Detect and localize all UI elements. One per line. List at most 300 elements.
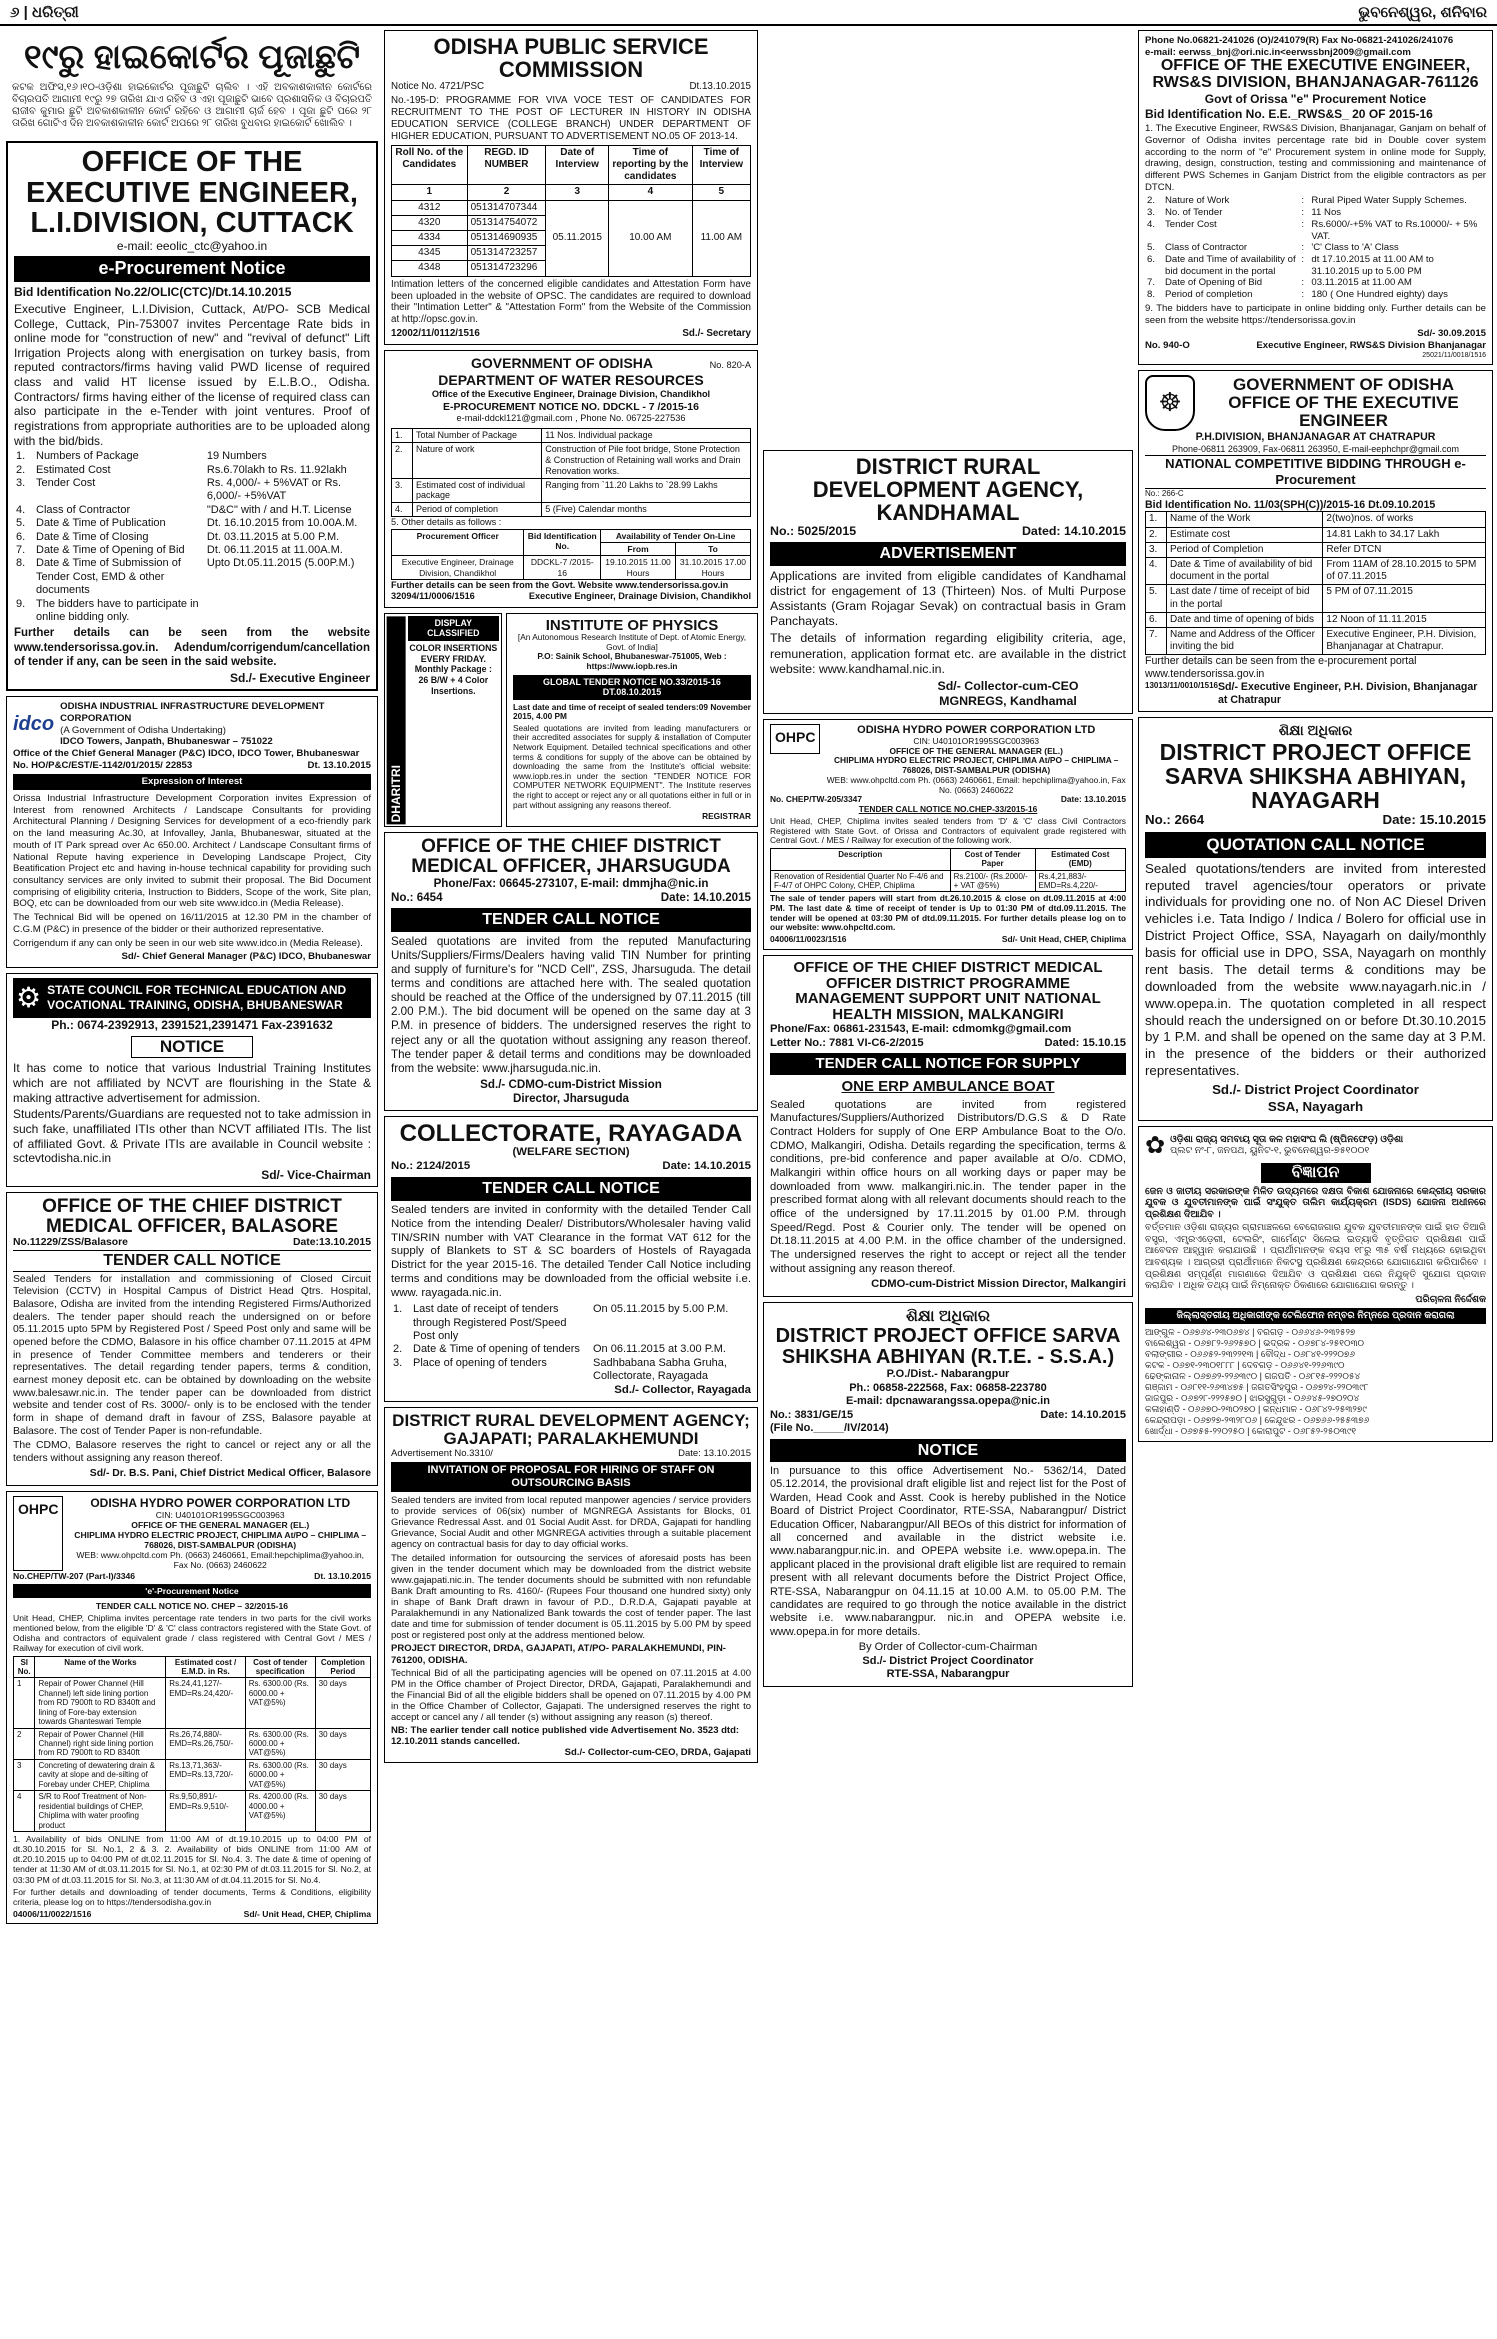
works-table (770, 848, 1126, 892)
list-item: ବଲାଙ୍ଗୀର - ୦୬୬୫୨-୨୩୨୨୧୩ | ବୌଦ୍ଧ - ୦୬୮୪୧-୨୨୨୦୭୬ (1145, 1348, 1355, 1359)
ref-no: Advertisement No.3310/ (391, 1448, 493, 1460)
notice-body: Applications are invited from eligible candidates of Kandhamal district for engagement of 13 (Thirteen) Nos. of Multi Purpose Assistants (Gram Rojagar Sevak) on contractual basis in Gram Panchayats. (770, 568, 1126, 629)
notice-body-2: The details of information regarding eligibility criteria, age, remuneration, application format etc. are available in the district website: www.kandhamal.nic.in. (770, 631, 1126, 676)
table-cell: 2. (1146, 527, 1167, 542)
table-cell: Rs. 6300.00 (Rs. 6000.00 + VAT@5%) (245, 1728, 315, 1759)
table-row (14, 517, 370, 530)
notice-sub: P.H.DIVISION, BHANJANAGAR AT CHATRAPUR (1195, 431, 1436, 444)
table-cell: 2. (16, 463, 26, 476)
table-header: Date of Interview (546, 145, 609, 185)
table-cell: Date & Time of Submission of Tender Cost, EMD & other documents (36, 557, 181, 597)
table-header: REGD. ID NUMBER (467, 145, 546, 185)
notice-banner: NOTICE (131, 1036, 253, 1059)
column-1 (6, 30, 378, 2339)
signature: Sd./- Secretary (682, 328, 751, 340)
table-cell: 4 (14, 1791, 35, 1832)
table-row (14, 464, 370, 477)
table-cell: Rs.2100/- (Rs.2000/- + VAT @5%) (950, 870, 1035, 892)
column-3-spacer (763, 30, 1133, 450)
bid-table (391, 529, 751, 580)
org-address: CHIPLIMA HYDRO ELECTRIC PROJECT, CHIPLIMA At/PO – CHIPLIMA – 768026, DIST-SAMBALPUR (ODISHA) (74, 1529, 367, 1551)
table-row (391, 1357, 751, 1384)
table-cell: 4312 (392, 200, 468, 215)
signature: Sd./- Executive Engineer (229, 670, 370, 685)
ohpc-notice-2 (763, 719, 1133, 950)
table-row (1146, 557, 1486, 584)
table-cell: 8. (1147, 289, 1156, 301)
news-headline: ୧୯ରୁ ହାଇକୋର୍ଟର ପୂଜାଛୁଟି (23, 38, 361, 76)
masthead-date: ଭୁବନେଶ୍ୱର, ଶନିବାର (1358, 3, 1487, 21)
table-header: 3 (546, 185, 609, 200)
notice-banner: TENDER CALL NOTICE (391, 908, 751, 932)
org-phone: Ph.: 06858-222568, Fax: 06858-223780 (849, 1381, 1047, 1394)
notice-body-2: 9. The bidders have to participate in online bidding only. Further details can be seen from the website https://tendersorissa.gov.in (1145, 302, 1486, 326)
table-cell: 5 PM of 07.11.2015 (1323, 585, 1486, 612)
notice-body: Sealed tenders are invited from local reputed manpower agencies / service providers to provide services of 06(six) number of MGNREGA Assistants for Blocks, 01 Grievance Redressal Asst. and 01 Social Audit Asst. for DRDA, Gajapati for handling Grievance, Social Audit and other MGNREGA activities through a suitable placement agency on contractual basis for day to day official works. (391, 1494, 751, 1551)
table-header: To (675, 543, 750, 556)
org-address: P.O: Sainik School, Bhubaneswar-751005, Web : https://www.iopb.res.in (537, 651, 727, 672)
table-cell: : (1301, 253, 1305, 265)
table-cell: 051314723296 (467, 261, 546, 276)
notice-sub: (WELFARE SECTION) (512, 1146, 630, 1159)
ref-date: Date:13.10.2015 (293, 1237, 371, 1249)
table-cell: : (1301, 218, 1305, 230)
table-cell: Repair of Power Channel (Hill Channel) left side lining portion from RD 7900ft to RD 8340ft and lining of Fore-bay extension towards Ghanteswari Temple (35, 1678, 166, 1728)
tender-no: TENDER CALL NOTICE NO. CHEP – 32/2015-16 (95, 1600, 289, 1611)
bid-id: Bid Identification No.22/OLIC(CTC)/Dt.14.10.2015 (14, 285, 292, 300)
table-cell: 19.10.2015 11.00 Hours (601, 556, 676, 580)
dharitri-classified (384, 613, 502, 827)
table-cell: 7. (1147, 277, 1156, 289)
table-row (1146, 542, 1486, 557)
table-cell: The bidders have to participate in online bidding only. (36, 597, 199, 624)
signature: Sd/- Unit Head, CHEP, Chiplima (243, 1908, 371, 1919)
table-row (1145, 207, 1486, 219)
table-cell: 4. (392, 503, 413, 517)
brand: ଶିକ୍ଷା ଅଧିକାର (906, 1307, 990, 1325)
table-cell: Class of Contractor (36, 503, 131, 516)
table-header: Cost of Tender Paper (950, 849, 1035, 871)
table-cell: 7. (1146, 627, 1167, 654)
bid-id: Bid Identification No. 11/03(SPH(C))/2015-16 Dt.09.10.2015 (1145, 498, 1436, 511)
govt-line: GOVERNMENT OF ODISHA (471, 355, 654, 372)
notice-banner: TENDER CALL NOTICE (13, 1250, 371, 1272)
table-cell: Dt. 03.11.2015 at 5.00 P.M. (206, 530, 340, 543)
table-cell: 31.10.2015 17.00 Hours (675, 556, 750, 580)
collectorate-rayagada-notice (384, 1116, 758, 1402)
notice-body: Sealed tenders are invited in conformity with the detailed Tender Call Notice from the intending Dealer/ Distributors/Wholesaler having valid TIN/SRIN number with VAT Clearance in the format VAT 612 for the supply of Blankets to ST & SC boarders of Hostels of Rayagada District for the year 2015-16. The detailed Tender Call Notice including terms and conditions may be downloaded from the official website i.e. www. rayagada.nic.in. (391, 1203, 751, 1300)
notice-title: DISTRICT RURAL DEVELOPMENT AGENCY; GAJAPATI; PARALAKHEMUNDI (392, 1411, 750, 1449)
cdmo-jharsuguda-notice (384, 832, 758, 1111)
ref-no: No. 820-A (709, 360, 751, 371)
notice-banner: INVITATION OF PROPOSAL FOR HIRING OF STAFF ON OUTSOURCING BASIS (391, 1462, 751, 1492)
org-address: CHIPLIMA HYDRO ELECTRIC PROJECT, CHIPLIMA At/PO – CHIPLIMA – 768026, DIST-SAMBALPUR (ODISHA) (834, 755, 1119, 776)
ref-no: No.: 2124/2015 (391, 1160, 471, 1173)
emblem-icon: ⚙ (16, 981, 42, 1013)
ref-code: 04006/11/0023/1516 (770, 934, 847, 945)
table-cell: 4334 (392, 231, 468, 246)
signature: Sd/- Vice-Chairman (261, 1167, 371, 1182)
table-cell: Tender Cost (36, 477, 96, 490)
notice-title: GOVERNMENT OF ODISHA OFFICE OF THE EXECUTIVE ENGINEER (1228, 375, 1459, 431)
notice-banner: 'e'-Procurement Notice (13, 1584, 371, 1598)
table-cell: Ranging from `11.20 Lakhs to `28.99 Lakhs (542, 478, 751, 503)
table-row (1146, 585, 1486, 612)
table-cell: 5. (1146, 585, 1167, 612)
signature: Executive Engineer, Drainage Division, Chandikhol (528, 591, 751, 602)
notice-title: DEPARTMENT OF WATER RESOURCES (438, 372, 704, 389)
ref-no: No. CHEP/TW-205/3347 (770, 794, 862, 805)
table-cell: Upto Dt.05.11.2015 (5.00P.M.) (206, 557, 355, 570)
notice-no: E-PROCUREMENT NOTICE NO. DDCKL - 7 /2015-16 (443, 400, 699, 413)
details-table (1145, 195, 1486, 300)
table-cell: 3. (392, 478, 413, 503)
notice-body: No.-195-D: PROGRAMME FOR VIVA VOCE TEST OF CANDIDATES FOR RECRUITMENT TO THE POST OF LECTURER IN HISTORY IN ODISHA EDUCATION SERVICE (COLLEGE BRANCH) UNDER DEPARTMENT OF HIGHER EDUCATION, PURSUANT TO ADVERTISEMENT NO.05 OF 2013-14. (391, 95, 751, 142)
table-cell: Rs. 4,000/- + 5%VAT or Rs. 6,000/- +5%VAT (206, 477, 342, 503)
table-cell: 051314707344 (467, 200, 546, 215)
table-cell: Construction of Pile foot bridge, Stone Protection & Construction of Retaining wall works and Drain Renovation works. (542, 442, 751, 478)
signature: Sd./- Collector, Rayagada (614, 1383, 751, 1396)
idco-notice (6, 696, 378, 968)
masthead (0, 0, 1497, 26)
table-cell: 051314754072 (467, 215, 546, 230)
table-row (392, 529, 751, 542)
table-cell: : (1301, 242, 1305, 254)
table-row (1146, 612, 1486, 627)
table-cell: 1. (392, 428, 413, 442)
file-no: (File No._____/IV/2014) (770, 1422, 889, 1435)
table-row (14, 544, 370, 557)
ref-no: No.: 6454 (391, 890, 443, 904)
table-cell: 4. (1147, 218, 1156, 230)
table-header: 1 (392, 185, 468, 200)
table-cell: 7. (16, 544, 26, 557)
org-name: STATE COUNCIL FOR TECHNICAL EDUCATION AND VOCATIONAL TRAINING, ODISHA, BHUBANESWAR (47, 983, 347, 1012)
signature: Sd/- Dr. B.S. Pani, Chief District Medical Officer, Balasore (89, 1467, 371, 1479)
ref-no: No. HO/P&C/EST/E-1142/01/2015/ 22853 (13, 759, 193, 771)
details-table (14, 450, 370, 624)
table-header: Availability of Tender On-Line (601, 529, 751, 542)
ashoka-emblem-icon: ☸ (1145, 375, 1195, 431)
table-cell: 2(two)nos. of works (1323, 512, 1486, 527)
table-row (14, 1728, 371, 1759)
office-line: Office of the Chief General Manager (P&C) IDCO, IDCO Tower, Bhubaneswar (13, 747, 360, 759)
notice-body: Executive Engineer, L.I.Division, Cuttack, At/PO- SCB Medical College, Cuttack, Pin-753007 invites Percentage Rate bids in online mode for "construction of new" and "revival of defunct" Lift Irrigation Projects along with energisation on turkey basis, from reputed contractors/firms having valid PWD license of required class and valid HT license issued by E.L.B.O., Odisha. Contractors/ firms having either of the license of required class can also participate in the e-Tender with joint ventures. Proof of registrations from appropriate authorities are to be uploaded along with the bid/bids. (14, 301, 370, 448)
table-cell: 3. (393, 1356, 403, 1369)
table-cell: 30 days (315, 1678, 370, 1728)
last-date: Last date and time of receipt of sealed tenders:09 November 2015, 4.00 PM (513, 701, 751, 722)
table-cell: Rs.4,21,883/- EMD=Rs.4,220/- (1035, 870, 1125, 892)
table-cell: 1. (1146, 512, 1167, 527)
org-phone: Phone/Fax: 06645-273107, E-mail: dmmjha@nic.in (433, 876, 709, 890)
ref-no: No.CHEP/TW-207 (Part-I)/3346 (13, 1570, 136, 1581)
notice-footer: Further details can be seen from the e-procurement portal www.tendersorissa.gov.in (1145, 655, 1417, 681)
table-cell: : (1301, 207, 1305, 219)
notice-body-2: Students/Parents/Guardians are requested not to take admission in such fake, unaffiliated ITIs other than NCVT affiliated ITIs. The list of affiliated Govt. & Private ITIs are available in Council website : sctevtodisha.nic.in (13, 1107, 371, 1166)
ref-no: No. 940-O (1145, 339, 1190, 351)
classified-line-3: Monthly Package : (414, 664, 492, 675)
notice-banner: TENDER CALL NOTICE FOR SUPPLY (770, 1053, 1126, 1075)
spinfed-odia-notice (1138, 1126, 1493, 1442)
table-row (392, 556, 751, 580)
ohpc-notice-1 (6, 1491, 378, 1925)
table-row (14, 1678, 371, 1728)
table-row (14, 1791, 371, 1832)
table-row (14, 477, 370, 504)
table-cell: Date & Time of availability of bid document in the portal (1167, 557, 1323, 584)
notice-body: Sealed quotations/tenders are invited from interested reputed travel agencies/tour operators or private individuals for providing one no. of Non AC Diesel Driven vehicles i.e. Tata Indigo / Indica / Bolero for official use in District Project Office, SSA, Nayagarh on daily/monthly basis for official use in DPO, SSA, Nayagarh on monthly rent basis. The detail terms & conditions may be downloaded from the website www.nayagarh.nic.in / www.opepa.in. The quotation completed in all respect should reach the undersigned on or before Dt.30.10.2015 by 1 P.M. and shall be opened on the same day at 3 P.M. in the presence of the bidders or their authorized representatives. (1145, 860, 1486, 1079)
table-cell: Date of Opening of Bid (1165, 277, 1263, 289)
ref-code: 04006/11/0022/1516 (13, 1908, 92, 1919)
table-header: Estimated cost / E.M.D. in Rs. (166, 1656, 245, 1678)
table-cell: 6. (16, 530, 26, 543)
table-cell: Date and Time of availability of bid document in the portal (1165, 253, 1296, 277)
org-web: WEB: www.ohpcltd.com Ph. (0663) 2460661, Email:hepchiplima@yahoo.in, Fax No. (0663) 2460622 (76, 1550, 365, 1571)
table-cell: S/R to Roof Treatment of Non-residential buildings of CHEP, Chiplima with water proofing product (35, 1791, 166, 1832)
table-cell: 2. (393, 1343, 403, 1356)
column-4 (1138, 30, 1493, 2339)
table-cell: From 11AM of 28.10.2015 to 5PM of 07.11.2015 (1323, 557, 1486, 584)
ref-date: Dt.13.10.2015 (689, 81, 751, 93)
table-cell (205, 598, 370, 625)
cdmo-balasore-notice (6, 1192, 378, 1485)
table-cell: Rs.6000/-+5% VAT to Rs.10000/- + 5% VAT. (1311, 218, 1478, 242)
brand: ଶିକ୍ଷା ଅଧିକାର (1278, 721, 1353, 738)
table-row (14, 504, 370, 517)
table-cell: Rs.26,74,880/- EMD=Rs.26,750/- (166, 1728, 245, 1759)
table-cell: Estimated cost of individual package (413, 478, 542, 503)
rwss-notice (1138, 30, 1493, 365)
table-row (771, 849, 1126, 871)
classified-line-1: COLOR INSERTIONS (409, 642, 498, 653)
table-cell: Total Number of Package (413, 428, 542, 442)
notice-title: OFFICE OF THE EXECUTIVE ENGINEER, RWS&S DIVISION, BHANJANAGAR-761126 (1152, 57, 1479, 92)
brand: DHARITRI (387, 616, 406, 824)
ref-no: No.: 266-C (1145, 488, 1184, 498)
opsc-notice (384, 30, 758, 345)
column-2 (384, 30, 758, 2339)
table-cell: 6. (1147, 253, 1156, 265)
ref-no: Notice No. 4721/PSC (391, 81, 485, 93)
table-cell: 'C' Class to 'A' Class (1311, 242, 1399, 254)
table-cell: 14.81 Lakh to 34.17 Lakh (1323, 527, 1486, 542)
interview-table (391, 145, 751, 277)
org-name: ODISHA HYDRO POWER CORPORATION LTD (857, 724, 1096, 737)
ohpc-logo: OHPC (770, 724, 820, 754)
table-cell: Estimate cost (1167, 527, 1323, 542)
list-item: ଗଞ୍ଜାମ - ୦୬୮୧୧-୨୬୩୪୭୫ | ଜଗତସିଂହପୁର - ୦୬୭୨୪-୨୨୦୩୯୮ (1145, 1381, 1369, 1392)
list-item: କଟକ - ୦୬୭୧-୨୩୦୧୮୮୮ | ଦେବଗଡ଼ - ୦୬୬୪୧-୨୨୬୩୯୦ (1145, 1359, 1345, 1370)
table-header: Completion Period (315, 1656, 370, 1678)
list-item: କେନ୍ଦ୍ରାପଡ଼ା - ୦୬୭୨୭-୨୩୨୮୦୬ | କେନ୍ଦୁଝର - ୦୬୭୬୬-୨୫୫୩୭୬ (1145, 1414, 1370, 1425)
notice-body-3: Corrigendum if any can only be seen in our web site www.idco.in (Media Release). (13, 937, 363, 949)
table-cell: 5. (16, 517, 26, 530)
notice-body-3: Technical Bid of all the participating agencies will be opened on 07.11.2015 at 4.00 PM in the Office chamber of Project Director, DRDA, Gajapati, Paralakhemundi and the Financial Bid of all the eligible bidders shall be opened on 07.11.2015 by 4.00 PM in the Office Chamber of Collector, Gajapati. The undersigned reserves the right to accept or cancel any / all tender (s) without assigning any reason (s) thereof. (391, 1667, 751, 1724)
classified-line-2: EVERY FRIDAY. (420, 653, 486, 664)
table-cell: Repair of Power Channel (Hill Channel) right side lining portion from RD 7900ft to RD 8340ft (35, 1728, 166, 1759)
notice-title: DISTRICT PROJECT OFFICE SARVA SHIKSHA ABHIYAN, NAYAGARH (1159, 738, 1472, 814)
ref-no: No.: 2664 (1145, 812, 1205, 828)
table-cell: Estimated Cost (36, 463, 111, 476)
ref-code: 13013/11/0010/1516 (1145, 681, 1218, 691)
table-cell: Rural Piped Water Supply Schemes. (1311, 195, 1467, 207)
org-email: E-mail: dpcnawarangssa.opepa@nic.in (846, 1395, 1050, 1408)
notice-sub: ONE ERP AMBULANCE BOAT (841, 1078, 1055, 1096)
table-cell: Dt. 16.10.2015 from 10.00A.M. (206, 517, 358, 530)
table-cell: : (1301, 289, 1305, 301)
table-cell: On 05.11.2015 by 5.00 P.M. (593, 1303, 729, 1316)
table-row (1145, 277, 1486, 289)
table-cell: Name of the Work (1167, 512, 1323, 527)
signature-line-1: Sd./- District Project Coordinator (1212, 1082, 1419, 1097)
table-cell: 3 (14, 1759, 35, 1790)
table-cell: Executive Engineer, P.H. Division, Bhanjanagar at Chatrapur. (1323, 627, 1486, 654)
table-cell: Numbers of Package (36, 450, 139, 463)
list-item: ଢେଙ୍କାନାଳ - ୦୬୭୬୨-୨୨୬୩୯୦ | ଗଜପତି - ୦୬୮୧୫-୨୨୨୦୫୪ (1145, 1370, 1361, 1381)
details-table (391, 1303, 751, 1383)
notice-lead: ଜେନ ଓ ଜାତୀୟ ସରକାରଙ୍କ ମିଳିତ ଉଦ୍ୟମରେ ଦକ୍ଷତା ବିକାଶ ଯୋଜନାରେ କେନ୍ଦ୍ରୀୟ ସରକାର ଯୁବକ ଓ ଯୁବତୀମାନଙ୍କ ପାଇଁ ସଂଯୁକ୍ତ ତାଲିମ କାର୍ଯ୍ୟକ୍ରମ (ISDS) ଯୋଜନା ଅଧୀନରେ ପ୍ରଶିକ୍ଷଣ ଦିଆଯିବ । (1145, 1185, 1486, 1220)
ref-no: No.: 5025/2015 (770, 524, 857, 539)
org-address: IDCO Towers, Janpath, Bhubaneswar – 751022 (60, 736, 273, 748)
table-header: 4 (609, 185, 693, 200)
table-header: Time of reporting by the candidates (609, 145, 693, 185)
table-cell: Date & Time of opening of tenders (413, 1343, 580, 1356)
list-item: ଆଙ୍ଗୁଳ - ୦୬୭୬୪-୨୩୦୬୭୪ | ବରଗଡ଼ - ୦୬୬୪୬-୨୩୨୫୨୭ (1145, 1326, 1356, 1337)
notice-footer: Intimation letters of the concerned eligible candidates and Attestation Form have been uploaded in the website of OPSC. The candidates are required to download their "Intimation Letter" & "Attestation Form" from the Website of the Commission at http://opsc.gov.in. (391, 278, 751, 326)
table-row (392, 145, 751, 185)
list-item: କଳାହାଣ୍ଡି - ୦୬୬୭୦-୨୩୦୨୭୦ | କନ୍ଧମାଳ - ୦୬୮୪୨-୨୫୩୨୭୯ (1145, 1403, 1367, 1414)
spinfed-logo-icon: ✿ (1145, 1131, 1166, 1159)
table-row (1145, 195, 1486, 207)
office-line: OFFICE OF THE GENERAL MANAGER (EL.) (131, 1519, 310, 1530)
notice-banner: GLOBAL TENDER NOTICE NO.33/2015-16 DT.08.10.2015 (513, 675, 751, 700)
notice-footer: Further details can be seen from the website www.tendersorissa.gov.in. Adendum/corrigendum/cancellation of tender if any, can be seen in the said website. (14, 627, 370, 668)
table-cell: 3. (1147, 207, 1156, 219)
news-body: କଟକ ଅଫିସ,୧୬।୧୦-ଓଡ଼ିଶା ହାଇକୋର୍ଟର ପୂଜାଛୁଟି ଚାଲିବ । ଏହି ଅବକାଶକାଳୀନ କୋର୍ଟରେ ବିଚାରପତି ଆଗାମୀ ୧୯ରୁ ୨୭ ତାରିଖ ଯାଏ ରହିବ ଓ ଏହା ପୂଜାଛୁଟି ଭାବେ ପ୍ରଶାସନିକ ଓ ବିଚାରପତି ରାଜୀବ କୁମାର ଛୁଟି ଅବକାଶକାଳୀନ କୋର୍ଟ ରହିବେ ଓ ଆଗାମୀ ଚାର୍ଜ ହେବ । ପୂଜା ଛୁଟି ପରେ ୨୮ ତାରିଖ ଗୋଟିଏ ଦିନ ଅବକାଶକାଳୀନ କୋର୍ଟ ଅପରେ ୨୮ ତାରିଖ ବୁଧବାର ହାଇକୋର୍ଟ ଖୋଲିବ । (12, 81, 372, 130)
table-cell: 2. (392, 442, 413, 478)
table-cell: Concreting of dewatering drain & cavity at slope and de-silting of Forebay under CHEP, Chiplima (35, 1759, 166, 1790)
table-row (392, 442, 751, 478)
table-cell: 30 days (315, 1791, 370, 1832)
table-cell: 30 days (315, 1728, 370, 1759)
dpo-nabarangpur-notice (763, 1302, 1133, 1687)
table-row (1145, 289, 1486, 301)
table-header: Estimated Cost (EMD) (1035, 849, 1125, 871)
notice-body: It has come to notice that various Industrial Training Institutes which are not affiliated by NCVT are flourishing in the State & making attractive advertisement for admission. (13, 1061, 371, 1105)
table-cell: 3. (16, 477, 26, 490)
notice-title: OFFICE OF THE EXECUTIVE ENGINEER, L.I.DIVISION, CUTTACK (26, 146, 358, 240)
ref-date: Dated: 15.10.15 (1044, 1036, 1126, 1049)
other-details-label: 5. Other details as follows : (391, 517, 502, 528)
table-cell: 05.11.2015 (546, 200, 609, 276)
notice-body: Sealed Tenders for installation and commissioning of Closed Circuit Television (CCTV) in Hospital Campus of District Head Qtrs. Hospital, Balasore, Odisha are invited from the intending Registered Firms/Authorized dealers. The tender paper should reach the undersigned on or before 05.11.2015 upto 5PM by Registered Post / Speed Post only and same will be opened before the CDMO, Balasore in his office chamber 07.11.2015 at 4PM in presence of Tender Committee members and tenderers or their representatives. The detail regarding tender papers, terms & condition, earnest money deposit etc. can be obtained by downloading on the website www.balesawr.nic.in. The tender paper can be downloaded from district website and tender cost of Rs. 3000/- only is to be enclosed with the tender form in shape of demand draft in favour of ZSS, Balasore payable at Balasore. The cost of Tender Paper is non-refundable. (13, 1273, 371, 1437)
table-row (1146, 627, 1486, 654)
classified-title: DISPLAY CLASSIFIED (408, 616, 499, 641)
table-cell: 4320 (392, 215, 468, 230)
list-item: ଜାଜପୁର - ୦୬୭୨୮-୨୨୨୫୭୦ | ଝାରସୁଗୁଡ଼ା - ୦୬୬୪୫-୨୭୦୨୦୪ (1145, 1392, 1360, 1403)
table-cell: Last date / time of receipt of bid in the portal (1167, 585, 1323, 612)
table-cell: 180 ( One Hundred eighty) days (1311, 289, 1448, 301)
idco-logo: idco (13, 713, 55, 736)
signature-line-2: Director, Jharsuguda (513, 1092, 629, 1106)
table-cell: Nature of Work (1165, 195, 1230, 207)
table-cell: 10.00 AM (609, 200, 693, 276)
signature-line-2: MGNREGS, Kandhamal (939, 693, 1077, 708)
notice-title: OFFICE OF THE CHIEF DISTRICT MEDICAL OFFICER, BALASORE (42, 1196, 342, 1238)
notice-title: COLLECTORATE, RAYAGADA (399, 1120, 743, 1148)
table-cell: Last date of receipt of tenders through Registered Post/Speed Post only (413, 1303, 567, 1342)
notice-body: Sealed quotations are invited from registered Manufactures/Suppliers/Authorized Distributors/D.G.S & D Rate Contract Holders for supply of One ERP Ambulance Boat to the O/o. CDMO, Malkangiri, Odisha. Details regarding the specification, terms & conditions, pre-bid conference and paper available at O/o. CDMO, Malkangiri within office hours on all working days or paper may be downloaded from www. malkangiri.nic.in. The tender paper in the prescribed format along with all relevant documents should reach to the office of the undersigned by 17.11.2015 by 01.00 P.M. through Speed/Regd. Post & Courier only. The tender will be opened on Dt.18.11.2015 at 4.00 P.M. in the office chamber of the undersigned. The undersigned reserves the right to accept or reject all the tender without assigning any reason thereof. (770, 1098, 1126, 1275)
li-cuttack-notice (6, 141, 378, 691)
table-cell: 5. (1147, 242, 1156, 254)
org-name: ODISHA HYDRO POWER CORPORATION LTD (90, 1495, 351, 1510)
table-cell: "D&C" with / and H.T. License (206, 503, 352, 516)
signature: ପରିଚାଳନା ନିର୍ଦ୍ଦେଶକ (1415, 1293, 1486, 1305)
org-cin: CIN: U40101OR1995SGC003963 (913, 735, 1040, 746)
signature: REGISTRAR (702, 811, 751, 822)
table-cell: Rs. 4200.00 (Rs. 4000.00 + VAT@5%) (245, 1791, 315, 1832)
table-header: 2 (467, 185, 546, 200)
table-cell: Nature of work (413, 442, 542, 478)
notice-body-2: The CDMO, Balasore reserves the right to cancel or reject any or all the tenders without assigning any reason thereof. (13, 1440, 371, 1465)
table-header: From (601, 543, 676, 556)
table-row (14, 1656, 371, 1678)
ref-code: 32094/11/0006/1516 (391, 591, 475, 602)
notice-banner: ADVERTISEMENT (770, 542, 1126, 566)
notice-nb: NB: The earlier tender call notice published vide Advertisement No. 3523 dtd: 12.10.2011 stands cancelled. (391, 1725, 740, 1748)
ref-date: Date: 14.10.2015 (660, 890, 751, 904)
iop-notice (506, 613, 758, 827)
table-header: Name of the Works (35, 1656, 166, 1678)
odia-news-item (6, 30, 378, 136)
table-cell: Rs.9,50,891/- EMD=Rs.9,510/- (166, 1791, 245, 1832)
table-cell: Date & Time of Publication (36, 517, 166, 530)
notice-notes: 1. Availability of bids ONLINE from 11:00 AM of dt.19.10.2015 up to 04:00 PM of dt.30.10.2015 for Sl. No.1, 2 & 3. 2. Availability of bids ONLINE from 11:00 AM of dt.20.10.2015 up to 04:00 PM of dt.02.11.2015 for Sl. No.4. 3. The date & time of opening of tender at 11:30 AM of dt.03.11.2015 for Sl. No.1, at 02:30 PM of dt.03.11.2015 for Sl. No.2, at 03:30 PM of dt.03.11.2015 for Sl. No.3, at 11:30 AM of dt.04.11.2015 for Sl. No.4. (13, 1833, 371, 1885)
table-header: Description (771, 849, 951, 871)
table-cell: Name and Address of the Officer inviting the bid (1167, 627, 1323, 654)
table-cell: 051314690935 (467, 231, 546, 246)
notice-banner: NATIONAL COMPETITIVE BIDDING THROUGH e-Procurement (1145, 455, 1486, 489)
notice-banner: NOTICE (770, 1439, 1126, 1463)
table-cell: 11.00 AM (692, 200, 750, 276)
notice-address: PROJECT DIRECTOR, DRDA, GAJAPATI, AT/PO- PARALAKHEMUNDI, PIN- 761200, ODISHA. (391, 1643, 726, 1666)
drda-kandhamal-notice (763, 450, 1133, 714)
table-cell: Renovation of Residential Quarter No F-4/6 and F-4/7 of OHPC Colony, CHEP, Chiplima (771, 870, 951, 892)
notice-banner: QUOTATION CALL NOTICE (1145, 832, 1486, 858)
table-row (1145, 242, 1486, 254)
table-row (1146, 512, 1486, 527)
org-address: P.O./Dist.- Nabarangpur (886, 1368, 1010, 1381)
table-cell: 11 Nos. Individual package (542, 428, 751, 442)
notice-body: ବର୍ତ୍ତମାନ ଓଡ଼ିଶା ରାଜ୍ୟର ଗ୍ରାମାଞ୍ଚଳରେ ବେରୋଜଗାର ଯୁବକ ଯୁବତୀମାନଙ୍କ ପାଇଁ ହାତ ତିଆରି ବସ୍ତ୍ର, ଏମ୍ବ୍ରଏଡ଼େରୀ, ଟେଲରିଂ, ଗାର୍ମେଣ୍ଟ ସିଲେଇ ଇତ୍ୟାଦି ବୃତ୍ତିଗତ ପ୍ରଶିକ୍ଷଣ ପାଇଁ ଆବେଦନ ଆହ୍ୱାନ କରାଯାଉଛି । ପ୍ରାର୍ଥୀମାନଙ୍କ ବୟସ ୧୮ରୁ ୩୫ ବର୍ଷ ମଧ୍ୟରେ ହୋଇଥିବା ଆବଶ୍ୟକ । ଆଗ୍ରହୀ ପ୍ରାର୍ଥୀମାନେ ନିକଟସ୍ଥ ପ୍ରଶିକ୍ଷଣ କେନ୍ଦ୍ରରେ ଯୋଗାଯୋଗ କରିପାରିବେ । ପ୍ରଶିକ୍ଷଣ ସମ୍ପୂର୍ଣ୍ଣ ମାଗଣାରେ ଦିଆଯିବ ଓ ପ୍ରଶିକ୍ଷଣ ପରେ ନିଯୁକ୍ତି ସୁଯୋଗ ପ୍ରଦାନ କରାଯିବ । ଅଧିକ ତଥ୍ୟ ପାଇଁ ନିମ୍ନୋକ୍ତ ଠିକଣାରେ ଯୋଗାଯୋଗ କରନ୍ତୁ । (1145, 1222, 1486, 1292)
table-cell: dt 17.10.2015 at 11.00 AM to 31.10.2015 up to 5.00 PM (1311, 253, 1434, 277)
table-cell: 6. (1146, 612, 1167, 627)
org-phone: Phone/Fax: 06861-231543, E-mail: cdmomkg@gmail.com (770, 1022, 1072, 1035)
notice-footer: Further details can be seen from the Govt. Website www.tendersorissa.gov.in (391, 580, 729, 591)
table-row (1145, 219, 1486, 242)
table-header: Sl No. (14, 1656, 35, 1678)
notice-email: e-mail: eeolic_ctc@yahoo.in (116, 238, 268, 253)
office-line: OFFICE OF THE GENERAL MANAGER (EL.) (889, 745, 1063, 756)
table-cell: Sadhbabana Sabha Gruha, Collectorate, Rayagada (593, 1356, 727, 1383)
table-cell: 03.11.2015 at 11.00 AM (1311, 277, 1412, 289)
table-cell: Refer DTCN (1323, 542, 1486, 557)
table-cell: Rs.13,71,363/- EMD=Rs.13,720/- (166, 1759, 245, 1790)
table-cell: 9. (16, 597, 26, 610)
table-row (392, 200, 751, 215)
table-row (392, 428, 751, 442)
table-cell: 4. (16, 503, 26, 516)
